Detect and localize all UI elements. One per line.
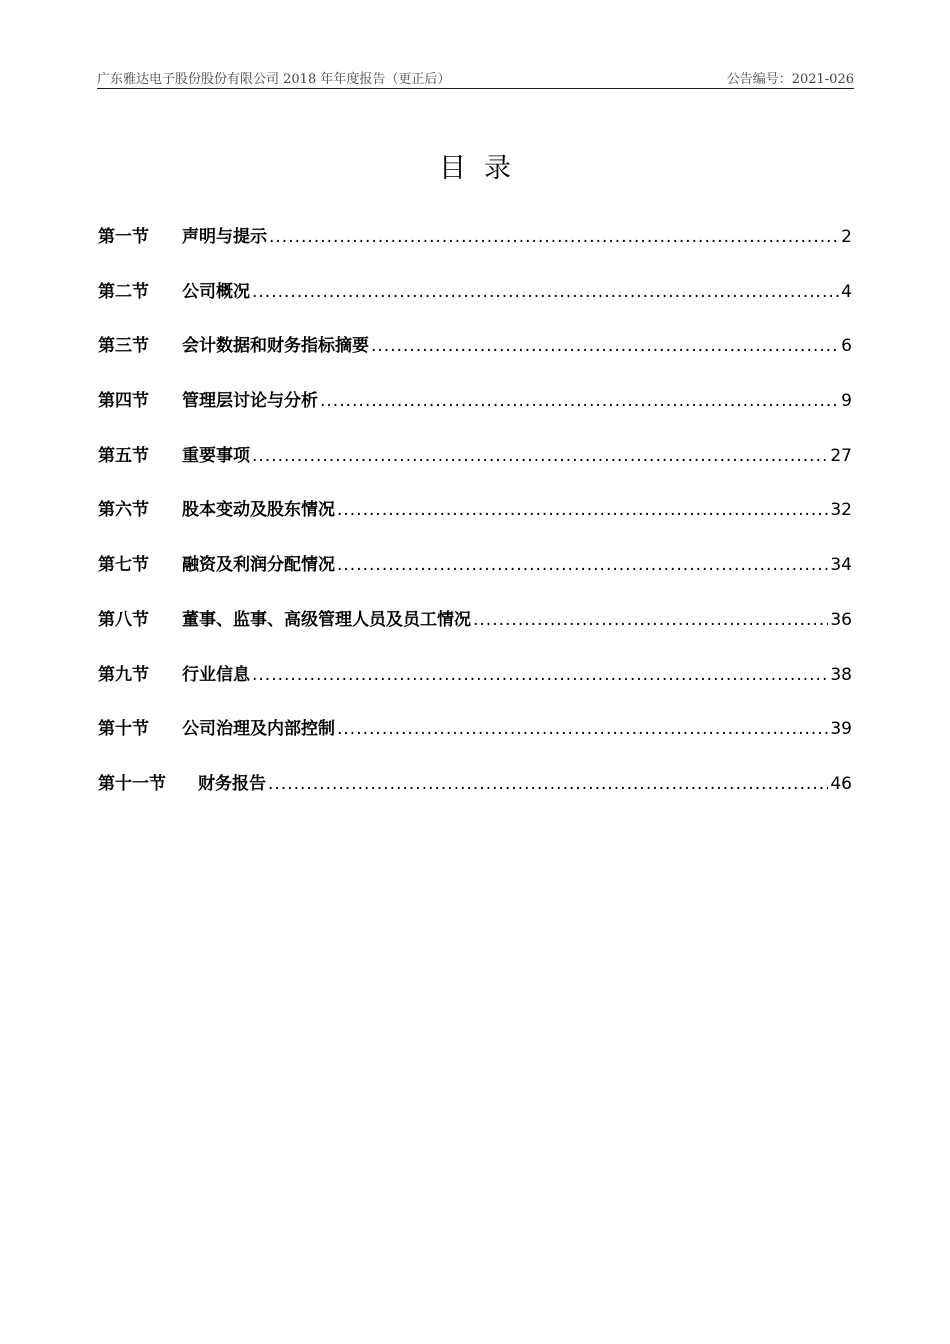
toc-page-number: 27 — [830, 445, 852, 466]
toc-entry[interactable] — [98, 714, 852, 769]
dot-leader — [320, 391, 839, 411]
toc-section-name: 重要事项 — [182, 445, 250, 466]
dot-leader — [337, 500, 828, 520]
toc-section-number: 第十节 — [98, 719, 149, 740]
dot-leader — [473, 610, 828, 630]
toc-entry[interactable] — [98, 769, 852, 824]
dot-leader — [337, 719, 828, 739]
dot-leader — [268, 774, 828, 794]
dot-leader — [252, 282, 839, 302]
toc-title: 目录 — [439, 153, 529, 184]
toc-section-number: 第六节 — [98, 500, 149, 521]
announcement-number: 公告编号：2021-026 — [726, 72, 854, 87]
toc-section-number: 第九节 — [98, 664, 149, 685]
toc-section-number: 第八节 — [98, 609, 149, 630]
toc-section-number: 第二节 — [98, 281, 149, 302]
dot-leader — [269, 227, 839, 247]
dot-leader — [252, 446, 828, 466]
toc-entry[interactable] — [98, 495, 852, 550]
toc-page-number: 32 — [830, 500, 852, 521]
toc-page-number: 36 — [830, 609, 852, 630]
toc-section-name: 管理层讨论与分析 — [182, 391, 318, 412]
dot-leader — [337, 555, 828, 575]
toc-page-number: 39 — [830, 719, 852, 740]
toc-section-number: 第五节 — [98, 445, 149, 466]
toc-entry[interactable] — [98, 660, 852, 715]
toc-section-name: 股本变动及股东情况 — [182, 500, 335, 521]
toc-page-number: 38 — [830, 664, 852, 685]
toc-page-number: 9 — [841, 391, 852, 412]
toc-section-number: 第三节 — [98, 336, 149, 357]
toc-section-number: 第十一节 — [98, 773, 166, 794]
toc-section-name: 会计数据和财务指标摘要 — [182, 336, 369, 357]
toc-page-number: 46 — [830, 773, 852, 794]
toc-section-name: 声明与提示 — [182, 227, 267, 247]
toc-section-number: 第一节 — [98, 227, 149, 247]
dot-leader — [371, 336, 839, 356]
page-header — [97, 66, 854, 89]
report-title-header: 广东雅达电子股份股份有限公司 2018 年年度报告（更正后） — [97, 72, 451, 87]
toc-page-number: 34 — [830, 555, 852, 576]
dot-leader — [252, 665, 828, 685]
toc-entry[interactable] — [98, 331, 852, 386]
toc-section-name: 董事、监事、高级管理人员及员工情况 — [182, 609, 471, 630]
toc-section-number: 第四节 — [98, 391, 149, 412]
toc-section-name: 公司治理及内部控制 — [182, 719, 335, 740]
toc-entry[interactable] — [98, 605, 852, 660]
toc-section-name: 财务报告 — [198, 773, 266, 794]
toc-page-number: 6 — [841, 336, 852, 357]
toc-entry[interactable] — [98, 386, 852, 441]
toc-section-name: 行业信息 — [182, 664, 250, 685]
table-of-contents — [98, 222, 852, 824]
toc-page-number: 2 — [841, 227, 852, 247]
toc-section-number: 第七节 — [98, 555, 149, 576]
toc-page-number: 4 — [841, 281, 852, 302]
toc-entry[interactable] — [98, 277, 852, 332]
toc-entry[interactable] — [98, 550, 852, 605]
toc-entry[interactable] — [98, 222, 852, 277]
toc-section-name: 融资及利润分配情况 — [182, 555, 335, 576]
toc-section-name: 公司概况 — [182, 281, 250, 302]
toc-entry[interactable] — [98, 441, 852, 496]
